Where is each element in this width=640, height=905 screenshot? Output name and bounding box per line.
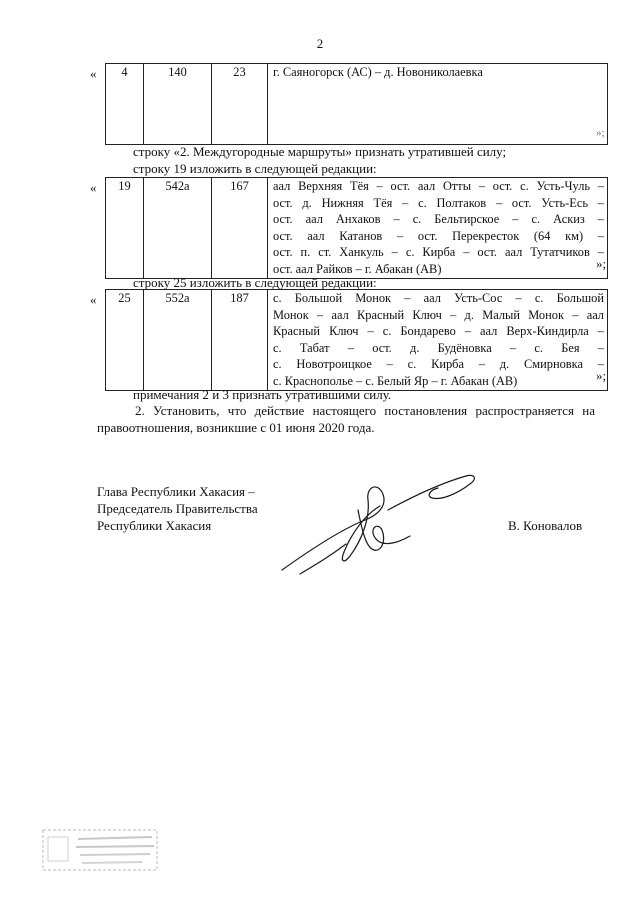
table-row <box>106 290 608 391</box>
instruction-line-1: строку «2. Междугородные маршруты» признать утратившей силу; <box>133 144 507 159</box>
route-code: 542а <box>144 178 212 279</box>
route-path-line: с. Большой Монок – аал Усть-Сос – с. Большой <box>273 291 604 305</box>
route-code: 552а <box>144 290 212 391</box>
stamp-icon <box>42 827 160 873</box>
instruction-line-3: строку 25 изложить в следующей редакции: <box>133 275 377 290</box>
signatory-title-line: Глава Республики Хакасия – <box>97 484 255 499</box>
page-number: 2 <box>316 36 324 51</box>
route-path-line: Монок – аал Красный Ключ – д. Малый Монок – аал <box>273 307 604 322</box>
route-distance: 23 <box>212 64 268 145</box>
route-number: 19 <box>106 178 144 279</box>
open-quote: « <box>90 66 97 81</box>
route-path <box>268 290 608 391</box>
route-number: 25 <box>106 290 144 391</box>
route-distance: 167 <box>212 178 268 279</box>
instruction-line-2: строку 19 изложить в следующей редакции: <box>133 161 377 176</box>
route-distance: 187 <box>212 290 268 391</box>
route-number: 4 <box>106 64 144 145</box>
route-path <box>268 64 608 145</box>
route-path-line: с. Табат – ост. д. Будёновка – с. Бея – <box>273 340 604 355</box>
close-quote: »; <box>596 368 607 383</box>
route-path-line: ост. аал Анхаков – с. Бельтирское – с. Аскиз – <box>273 212 604 227</box>
signatory-title-line: Председатель Правительства <box>97 501 258 516</box>
route-table-row-4 <box>105 63 608 145</box>
route-path-line: ост. д. Нижняя Тёя – с. Полтаков – ост. Усть-Есь – <box>273 195 604 210</box>
close-quote: »; <box>596 127 605 139</box>
route-path-line: с. Краснополье – с. Белый Яр – г. Абакан (АВ) <box>273 373 518 388</box>
handwritten-signature <box>270 470 490 580</box>
route-path-line: с. Новотроицкое – с. Кирба – д. Смирновка – <box>273 357 604 372</box>
table-row <box>106 178 608 279</box>
route-path <box>268 178 608 279</box>
close-quote: »; <box>596 256 607 271</box>
route-path-line: ост. п. ст. Ханкуль – с. Кирба – ост. аал Тутатчиков – <box>273 245 604 260</box>
route-path-line: ост. аал Райков – г. Абакан (АВ) <box>273 261 442 276</box>
route-table-row-19 <box>105 177 608 279</box>
open-quote: « <box>90 180 97 195</box>
table-row <box>106 64 608 145</box>
open-quote: « <box>90 292 97 307</box>
paragraph-2: 2. Установить, что действие настоящего постановления распространяется на правоотношения, возникшие с 01 июня 2020 года. <box>97 403 595 435</box>
route-table-row-25 <box>105 289 608 391</box>
document-stamp <box>42 827 160 873</box>
route-path-line: Красный Ключ – с. Бондарево – аал Верх-Киндирла – <box>273 324 604 339</box>
signatory-name: В. Коновалов <box>508 518 583 533</box>
instruction-line-4: примечания 2 и 3 признать утратившими силу. <box>133 387 392 402</box>
route-path-line: аал Верхняя Тёя – ост. аал Отты – ост. с. Усть-Чуль – <box>273 179 604 193</box>
route-path-line: г. Саяногорск (АС) – д. Новониколаевка <box>273 65 483 79</box>
signatory-title-line: Республики Хакасия <box>97 518 212 533</box>
route-path-line: ост. аал Катанов – ост. Перекресток (64 км) – <box>273 228 604 243</box>
signatory-title <box>97 483 258 534</box>
route-code: 140 <box>144 64 212 145</box>
